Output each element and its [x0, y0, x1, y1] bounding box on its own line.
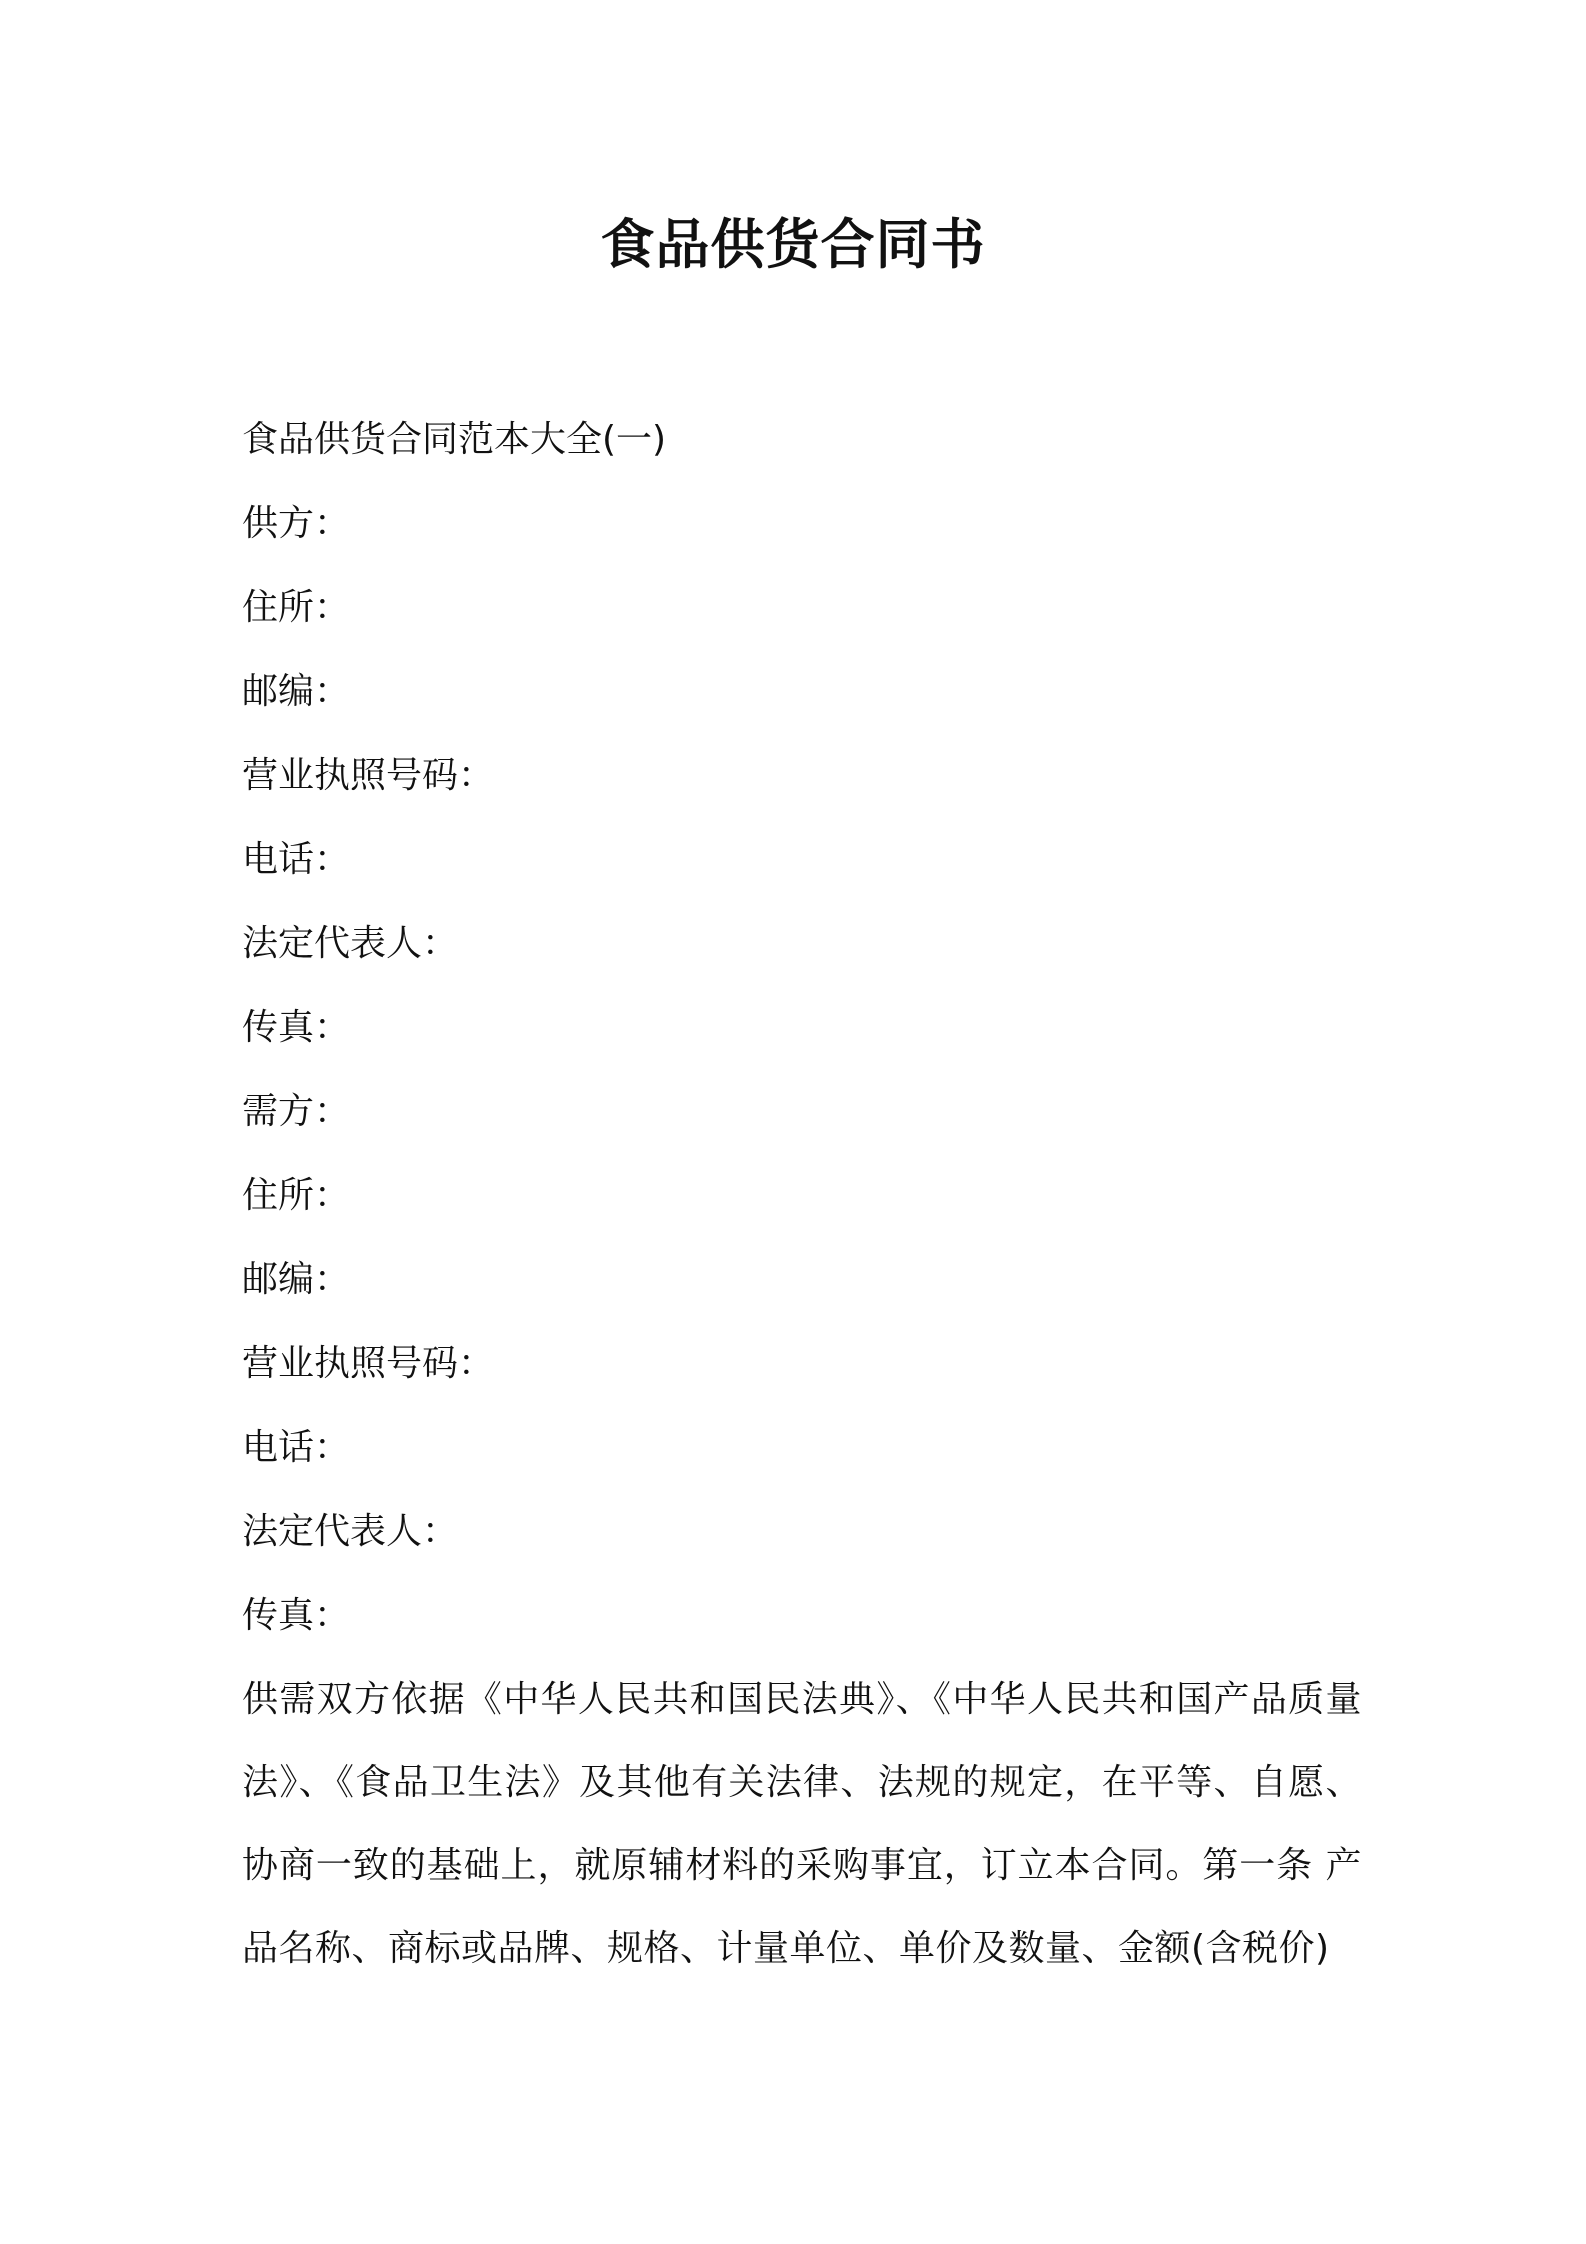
supplier-section: [242, 482, 1362, 1070]
buyer-phone-label: 电话：: [242, 1427, 351, 1468]
buyer-fax-label: 传真：: [242, 1595, 351, 1636]
document-subtitle: 食品供货合同范本大全(一): [242, 419, 667, 460]
supplier-postcode-label: 邮编：: [242, 671, 351, 712]
buyer-address-label: 住所：: [242, 1175, 351, 1216]
contract-body-paragraph: 供需双方依据《中华人民共和国民法典》、《中华人民共和国产品质量法》、《食品卫生法》及其他有关法律、法规的规定，在平等、自愿、协商一致的基础上，就原辅材料的采购事宜，订立本合同。第一条 产品名称、商标或品牌、规格、计量单位、单价及数量、金额(含税价): [242, 1679, 1362, 1969]
supplier-fax-label: 传真：: [242, 1007, 351, 1048]
supplier-party-label: 供方：: [242, 503, 351, 544]
supplier-license-label: 营业执照号码：: [242, 755, 495, 796]
buyer-postcode-label: 邮编：: [242, 1259, 351, 1300]
buyer-party-label: 需方：: [242, 1091, 351, 1132]
buyer-section: [242, 1070, 1362, 1658]
supplier-legal-rep-label: 法定代表人：: [242, 923, 459, 964]
buyer-license-label: 营业执照号码：: [242, 1343, 495, 1384]
supplier-address-label: 住所：: [242, 587, 351, 628]
document-title: 食品供货合同书: [600, 213, 986, 276]
document-body: [242, 398, 1362, 1990]
supplier-phone-label: 电话：: [242, 839, 351, 880]
buyer-legal-rep-label: 法定代表人：: [242, 1511, 459, 1552]
